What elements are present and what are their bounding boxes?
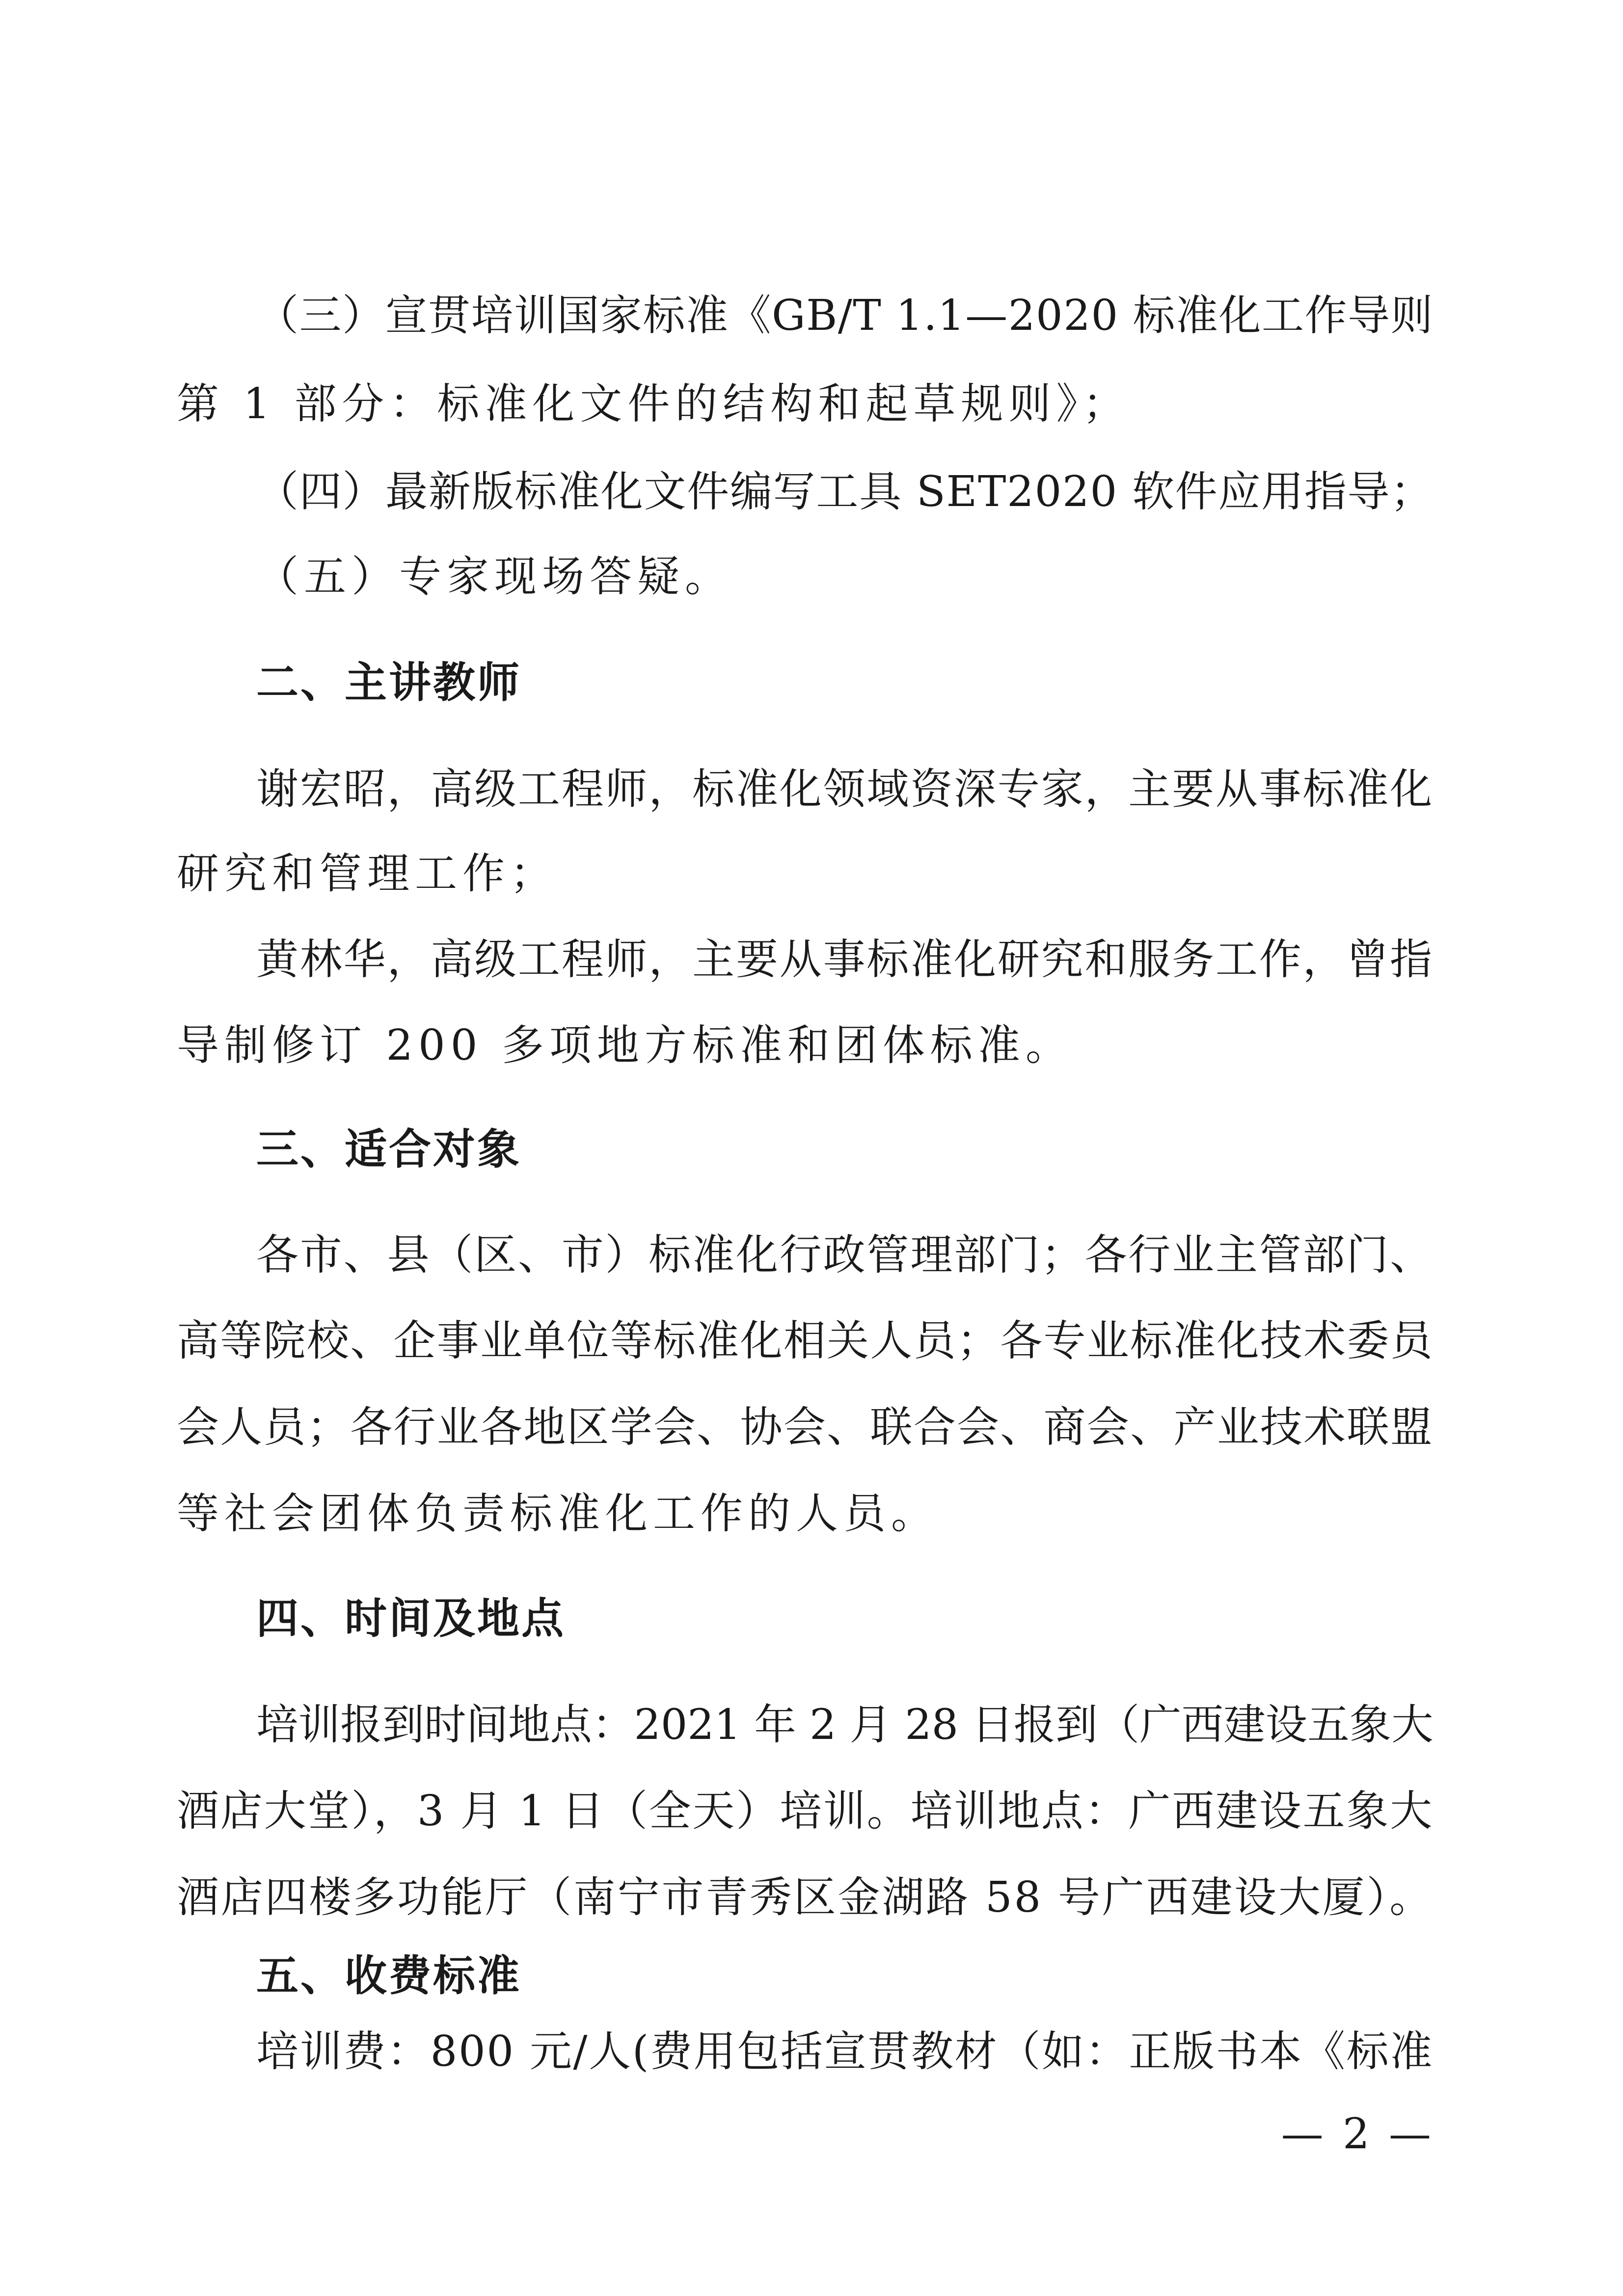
heading-time-location: 四、时间及地点 xyxy=(256,1594,566,1643)
item-3-line-1: （三）宣贯培训国家标准《GB/T 1.1—2020 标准化工作导则 xyxy=(256,291,1434,340)
item-3-line-2: 第 1 部分：标准化文件的结构和起草规则》； xyxy=(177,379,1131,428)
audience-line-1: 各市、县（区、市）标准化行政管理部门；各行业主管部门、 xyxy=(256,1230,1434,1280)
fees-line-1: 培训费：800 元/人(费用包括宣贯教材（如：正版书本《标准 xyxy=(256,2027,1434,2076)
time-location-line-2: 酒店大堂），3 月 1 日（全天）培训。培训地点：广西建设五象大 xyxy=(177,1787,1434,1836)
heading-audience: 三、适合对象 xyxy=(256,1125,521,1174)
lecturer-2-line-1: 黄林华，高级工程师，主要从事标准化研究和服务工作，曾指 xyxy=(256,935,1434,984)
time-location-line-1: 培训报到时间地点：2021 年 2 月 28 日报到（广西建设五象大 xyxy=(256,1701,1434,1749)
item-4: （四）最新版标准化文件编写工具 SET2020 软件应用指导； xyxy=(256,467,1434,516)
item-5: （五）专家现场答疑。 xyxy=(256,552,732,601)
audience-line-2: 高等院校、企事业单位等标准化相关人员；各专业标准化技术委员 xyxy=(177,1316,1434,1365)
heading-fees: 五、收费标准 xyxy=(256,1951,521,2001)
lecturer-2-line-2: 导制修订 200 多项地方标准和团体标准。 xyxy=(177,1021,1073,1070)
audience-line-3: 会人员；各行业各地区学会、协会、联合会、商会、产业技术联盟 xyxy=(177,1403,1434,1452)
audience-line-4: 等社会团体负责标准化工作的人员。 xyxy=(177,1489,939,1538)
lecturer-1-line-1: 谢宏昭，高级工程师，标准化领域资深专家，主要从事标准化 xyxy=(256,765,1434,814)
heading-lecturers: 二、主讲教师 xyxy=(256,658,521,707)
lecturer-1-line-2: 研究和管理工作； xyxy=(177,849,558,898)
time-location-line-3: 酒店四楼多功能厅（南宁市青秀区金湖路 58 号广西建设大厦）。 xyxy=(177,1873,1434,1922)
page-number: — 2 — xyxy=(1281,2109,1434,2159)
